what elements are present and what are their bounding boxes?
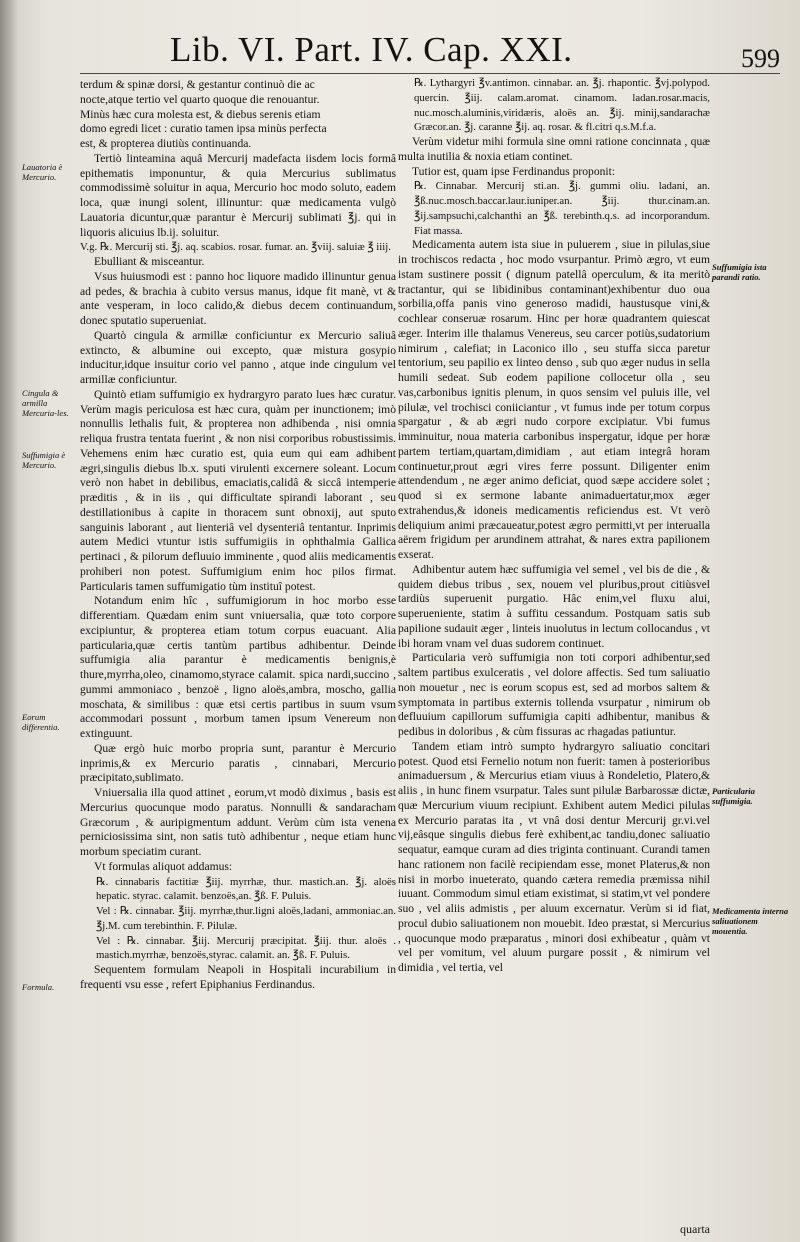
paragraph: Tutior est, quam ipse Ferdinandus proponit: <box>412 164 616 178</box>
paragraph-cingula: Quartò cingula & armillæ conficiuntur ex Mercurio saliuâ extincto, & albumine oui excepto, quæ mistura gosypio inducitur,idque insuitur corio vel panno , atque inde cingulum vel armillæ conficiuntur. <box>80 328 396 386</box>
catchword: quarta <box>680 1222 710 1236</box>
margin-note-medicamenta-interna: Medicamenta interna saliuationem mouentia. <box>712 906 789 936</box>
paragraph-tandem: Tandem etiam intrò sumpto hydrargyro saliuatio concitari potest. Quod etsi Fernelio notum non fuerit: tamen à posterioribus animaduersum , & Mercurius etiam viuus à Rondeletio, Platero,& aliis , in hunc finem vsurpatur. Tales sunt pilulæ Barbarossæ dictæ, quæ Mercurium viuum recipiunt. Exhibent autem Medici pilulas ex Mercurio paratas ita , vt vnâ dosi dentur Mercurij gr.vi.vel vij,eâsque singulis diebus ferè exhibent,ac tandiu,donec saliuatio sequatur, eamque curam ad dies triginta continuant. Curandi tamen hanc rationem non facilè recipiendam esse, monet Platerus,& non nisi in morbo inueterato, quando cætera remedia præmissa nihil iuuant. Commodum simul etiam existimat, si statim,vt vel pondere suo , vel aliis admistis , per aluum excernatur. Verùm si id fiat, procul dubio saliuationem non mouebit. Ideo præstat, si Mercurius , quocunque modo præparatus , minori dosi exhibeatur , quàm vt vel per vomitum, vel aluum purgare possit , & nimirum vel dimidia , vel tertia, vel <box>398 739 710 974</box>
recipe-pilulae: Vel : ℞. cinnabar. ℥iij. myrrhæ,thur.ligni aloës,ladani, ammoniac.an. ℥j.M. cum terebinthin. F. Pilulæ. <box>96 905 396 932</box>
paragraph: Quæ ergò huic morbo propria sunt, parantur è Mercurio inprimis,& ex Mercurio paratis , cinnabari, Mercurio præcipitato,sublimato. <box>80 741 396 785</box>
paragraph-line: nocte,atque tertio vel quarto quoque die renouantur. <box>80 92 320 106</box>
paragraph: Ebulliant & misceantur. <box>94 255 205 268</box>
margin-note-particularia: Particularia suffumigia. <box>712 786 755 806</box>
paragraph-vsus: Vsus huiusmodi est : panno hoc liquore madido illinuntur genua ad pedes, & brachia à cubito versus manus, idque fit manè, vt & ante vesperam, in loco calido,& diebus decem continuandum, donec sputatio superueniat. <box>80 269 396 327</box>
right-column <box>398 76 710 976</box>
paragraph-lauatoria: Tertiò linteamina aquâ Mercurij madefacta iisdem locis formâ epithematis imponuntur, & quia Mercurius sublimatus commodissimè soluitur in aqua, Mercurio hoc modo soluto, eadem loca, quæ inungi solent, illinuntur: quæ medicamenta vulgò Lauatoria dicuntur,quæ parantur è Mercurij sublimati ℥j. qui in liquoris alicuius lb.ij. soluitur. <box>80 151 396 239</box>
margin-note-differentia: Eorum differentia. <box>22 712 60 732</box>
paragraph-parandi-ratio: Medicamenta autem ista siue in puluerem , siue in pilulas,siue in trochiscos redacta , hoc modo vsurpantur. Primò ægro, vt eum istam sustinere possit ( dignum patellâ operculum, & ita meritò tractantur, qui se libidinibus contaminant)exhibentur duo oua sorbilia,offa panis vino generoso madidi, haustusque vini,& cochlear conseruæ rosarum. Hinc per horæ quadrantem quiescat æger. Interim ille thalamus Venereus, seu carcer potiùs,sudatorium nimirum , calefiat; in Laconico illo , seu stuffa sicca paretur tentorium, seu papilio ex linteo denso , sub quo æger nudus in sella humili sedeat. Sub eodem papilione collocetur olla , seu vas,carbonibus ignitis plenum, in quos sensim vel puluis ille, vel pilulæ, vel trochisci coniiciantur , vt fumus inde per totum corpus spargatur , & ab ægri nudo corpore excipiatur. Vbi fumus imminuitur, noua materia carbonibus inspergatur, idque per horæ partem tertiam,quartam,dimidiam , aut etiam integrâ horam continuetur,prout ægri vires ferre possunt. Diligenter enim attendendum , ne æger animo deficiat, quod sæpe accidere solet ; quod si ex sermone labante animaduertatur,mox æger extrahendus,& idoneis medicamentis reficiendus est. Vt verò deliquium animi præcaueatur,potest ægro permitti,vt per interualla aërem frigidum per arundinem attrahat, & nares extra papilionem exserat. <box>398 238 710 561</box>
recipe-puluis: ℞. cinnabaris factitiæ ℥iij. myrrhæ, thur. mastich.an. ℥j. aloës hepatic. styrac. calamit. benzoës,an. ℥ß. F. Puluis. <box>96 875 396 903</box>
paragraph-vniuersalia: Vniuersalia illa quod attinet , eorum,vt modò diximus , basis est Mercurius quocunque modo paratus. Nonnulli & sandaracham Græcorum , & auripigmentum addunt. Verùm cùm ista venena perniciosissima sint, non satis tutò adhibentur , neque etiam hunc morbum speciatim curant. <box>80 786 396 858</box>
margin-note-formula: Formula. <box>22 982 55 992</box>
page-number: 599 <box>741 44 780 73</box>
running-title: Lib. VI. Part. IV. Cap. XXI. <box>170 30 573 69</box>
paragraph-line: domo egredi licet : curatio tamen ipsa minùs perfecta <box>80 122 327 136</box>
paragraph-adhibentur: Adhibentur autem hæc suffumigia vel semel , vel bis de die , & quidem diebus tribus , sex, nouem vel pluribus,prout citiùsvel tardiùs superuenit purgatio. Hâc enim,vel fluxu alui, superueniente, statim à suffitu cessandum. Postquam satis sub papilione sudauit æger , linteis inuolutus in lectum collocandus , vt ibi horam vnam vel duas sudorem continuet. <box>398 562 710 650</box>
margin-note-lauatoria: Lauatoria è Mercurio. <box>22 162 63 182</box>
paragraph-formulas: Vt formulas aliquot addamus: <box>94 859 233 873</box>
recipe-lythargyri: ℞. Lythargyri ℥v.antimon. cinnabar. an. ℥j. rhapontic. ℥vj.polypod. quercin. ℥iij. calam.aromat. cinamom. ladan.rosar.macis, nuc.mosch.aluminis,viridæris, aloës an. ℥ij. minij,sandarachæ Græcor.an. ℥j. caranne ℥ij. aq. rosar. & fl.citri q.s.M.f.a. <box>414 77 710 134</box>
recipe-lauatorium: V.g. ℞. Mercurij sti. ℥j. aq. scabios. rosar. fumar. an. ℥viij. saluiæ ℥ iiij. <box>80 241 391 254</box>
paragraph-differentia: Notandum enim hîc , suffumigiorum in hoc morbo esse differentiam. Quædam enim sunt vniuersalia, quæ toto corpore excipiuntur, & propterea etiam totum corpus euacuant. Alia particularia,quæ certis tantùm partibus adhibentur. Deinde suffumigia alia parantur è medicamentis benignis,è thure,myrrha,oleo, cinamomo,styrace calamit. spica nardi,succino , gummi ammoniaco , benzoë , ligno aloës,ambra, moscho, gallia moschata, & similibus : quæ etsi certis partibus in suum vsum accommodari possunt , morbum tamen ipsum Venereum non extinguunt. <box>80 594 396 740</box>
margin-note-cingula: Cingula & armilla Mercuria-les. <box>22 388 69 418</box>
paragraph-line: terdum & spinæ dorsi, & gestantur continuò die ac <box>80 78 315 91</box>
paragraph-neapoli: Sequentem formulam Neapoli in Hospitali incurabilium in frequenti vsu esse , refert Epiphanius Ferdinandus. <box>80 963 396 991</box>
paragraph: Verùm videtur mihi formula sine omni ratione concinnata , quæ multa inutilia & noxia etiam continet. <box>398 135 710 163</box>
gutter-shadow <box>0 0 18 1242</box>
recipe-puluis-2: Vel : ℞. cinnabar. ℥iij. Mercurij præcipitat. ℥iij. thur. aloës . mastich.myrrhæ, benzoës,styrac. calamit. an. ℥ß. F. Puluis. <box>96 934 396 962</box>
margin-note-suffumigia: Suffumigia è Mercurio. <box>22 450 66 470</box>
paragraph-line: est, & propterea diutiùs continuanda. <box>80 137 252 150</box>
left-column <box>80 78 396 993</box>
header-rule <box>80 73 780 74</box>
paragraph-particularia: Particularia verò suffumigia non toti corpori adhibentur,sed saltem partibus exulceratis , vel dolore affectis. Sed tum saliuatio non mouetur , nec is eorum scopus est, sed ad morbos saltem & symptomata in partibus externis tollenda vsurpatur , nimirum ob defluuium capillorum suffumigia capiti adhibentur, manibus & pedibus in doloribus , & cùm fissuras ac rhagadas patiuntur. <box>398 651 710 738</box>
recipe-ferdinandus: ℞. Cinnabar. Mercurij sti.an. ℥j. gummi oliu. ladani, an. ℥ß.nuc.mosch.baccar.laur.iuniper.an. ℥iij. thur.cinam.an. ℥ij.sampsuchi,calchanthi an ℥ß. terebinth.q.s. ad incorporandum. Fiat massa. <box>414 180 710 237</box>
paragraph-line: Minùs hæc cura molesta est, & diebus serenis etiam <box>80 107 321 121</box>
margin-note-parandi-ratio: Suffumigia ista parandi ratio. <box>712 262 767 282</box>
paragraph-suffumigium: Quintò etiam suffumigio ex hydrargyro parato lues hæc curatur. Verùm magis periculosa est hæc cura, quàm per inunctionem; imò nonnullis lethalis fuit, & propterea non adhibenda , nisi omnia reliqua frustra tentata fuerint , & non nisi corporibus robustissimis. Vehemens enim hæc curatio est, quia eum qui eam adhibent ægri,singulis diebus lb.x. sputi virulenti excernere soleant. Locum verò non habet in debilibus, emaciatis,calidâ & siccâ intemperie præditis , & in iis , qui difficultate spirandi laborant , seu destillationibus à capite in thoracem sunt obnoxij, aut sputo sanguinis laborant , aut lienteriâ vel dysenteriâ tentantur. Inprimis autem Medici vtuntur istis suffumigiis in ophthalmia Gallica pertinaci , & pilorum defluuio imminente , quod aliis medicamentis prohiberi non potest. Suffumigium enim hoc pilos firmat. Particularis tamen suffumigatio tùm instituî potest. <box>80 387 396 593</box>
